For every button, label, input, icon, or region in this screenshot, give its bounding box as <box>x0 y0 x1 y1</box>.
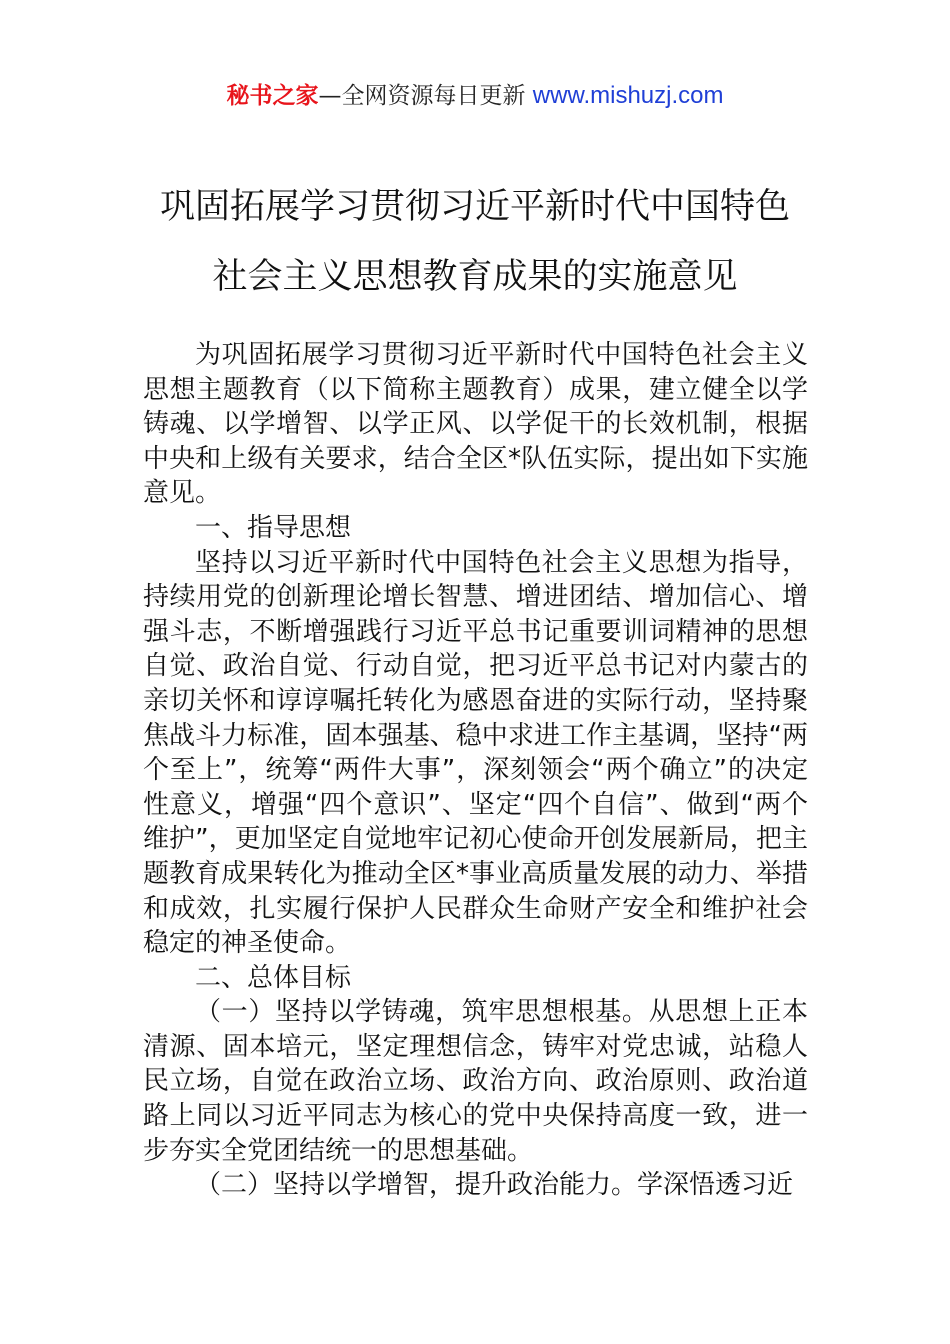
site-url-link[interactable]: www.mishuzj.com <box>532 82 724 109</box>
goal-one-paragraph: （一）坚持以学铸魂，筑牢思想根基。从思想上正本清源、固本培元，坚定理想信念，铸牢对党忠诚，站稳人民立场，自觉在政治立场、政治方向、政治原则、政治道路上同以习近平同志为核心的党中央保持高度一致，进一步夯实全党团结统一的思想基础。 <box>143 997 808 1166</box>
document-body <box>143 338 808 1203</box>
goal-two-paragraph: （二）坚持以学增智，提升政治能力。学深悟透习近 <box>195 1170 794 1201</box>
title-line-2: 社会主义思想教育成果的实施意见 <box>212 257 738 297</box>
intro-paragraph: 为巩固拓展学习贯彻习近平新时代中国特色社会主义思想主题教育（以下简称主题教育）成果，建立健全以学铸魂、以学增智、以学正风、以学促干的长效机制，根据中央和上级有关要求，结合全区*队伍实际，提出如下实施意见。 <box>143 340 808 509</box>
site-brand: 秘书之家 <box>226 83 319 109</box>
document-title <box>0 172 950 312</box>
site-header <box>0 80 950 112</box>
guiding-ideology-paragraph: 坚持以习近平新时代中国特色社会主义思想为指导，持续用党的创新理论增长智慧、增进团结、增加信心、增强斗志，不断增强践行习近平总书记重要训词精神的思想自觉、政治自觉、行动自觉，把习近平总书记对内蒙古的亲切关怀和谆谆嘱托转化为感恩奋进的实际行动，坚持聚焦战斗力标准，固本强基、稳中求进工作主基调，坚持“两个至上”，统筹“两件大事”，深刻领会“两个确立”的决定性意义，增强“四个意识”、坚定“四个自信”、做到“两个维护”，更加坚定自觉地牢记初心使命开创发展新局，把主题教育成果转化为推动全区*事业高质量发展的动力、举措和成效，扎实履行保护人民群众生命财产安全和维护社会稳定的神圣使命。 <box>143 547 808 959</box>
section-heading-overall-goals: 二、总体目标 <box>195 962 352 993</box>
section-heading-guiding-ideology: 一、指导思想 <box>195 512 352 543</box>
title-line-1: 巩固拓展学习贯彻习近平新时代中国特色 <box>159 187 790 227</box>
site-tagline: —全网资源每日更新 <box>318 83 533 109</box>
